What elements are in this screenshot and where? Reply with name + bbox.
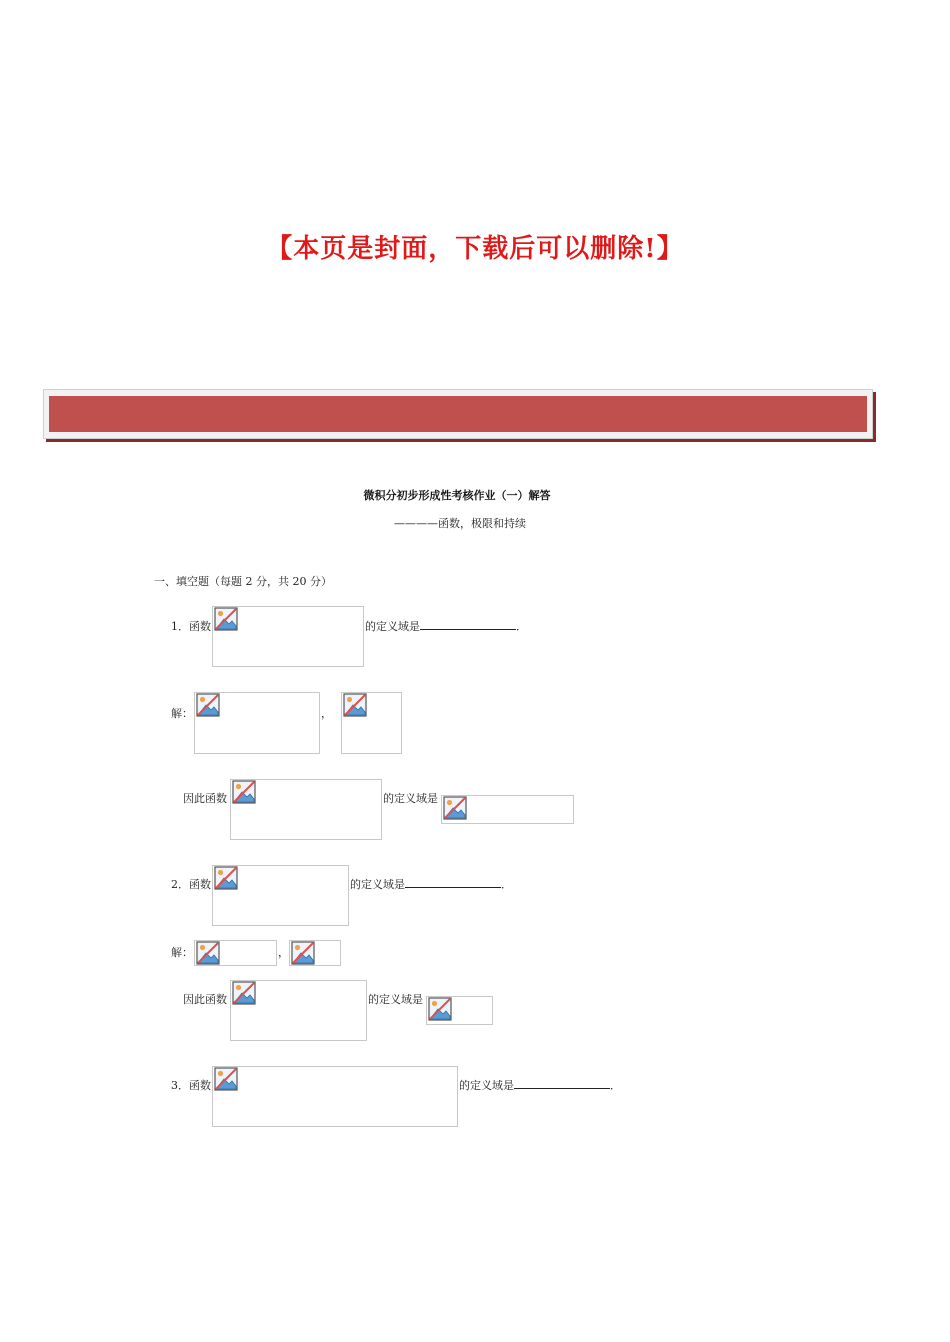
question-1-answer-blank xyxy=(420,619,516,630)
question-3-prefix: 函数 xyxy=(189,1079,211,1092)
q2-therefore-suffix: 的定义域是 xyxy=(368,993,423,1006)
q1-solution-formula-1 xyxy=(194,692,320,754)
q1-solution-formula-2 xyxy=(341,692,402,754)
question-1-formula-image xyxy=(212,606,364,667)
header-banner-fill xyxy=(49,396,867,432)
question-1-label xyxy=(171,618,211,634)
q1-solution-label: 解： xyxy=(171,707,193,720)
q1-therefore-suffix: 的定义域是 xyxy=(383,792,438,805)
q2-solution-comma: ， xyxy=(278,946,289,959)
q2-solution-label: 解： xyxy=(171,946,193,959)
question-2-number: 2． xyxy=(171,878,189,891)
question-3-suffix: 的定义域是 xyxy=(459,1079,514,1092)
question-2-prefix: 函数 xyxy=(189,878,211,891)
question-3-answer-blank xyxy=(514,1078,610,1089)
question-3-label xyxy=(171,1077,211,1093)
question-1-end: ． xyxy=(516,620,527,633)
cover-note: 【本页是封面，下载后可以删除!】 xyxy=(266,234,684,264)
question-2-suffix: 的定义域是 xyxy=(350,878,405,891)
question-1-prefix: 函数 xyxy=(189,620,211,633)
question-2-formula-image xyxy=(212,865,349,926)
question-1-suffix-line xyxy=(365,618,527,634)
question-2-label xyxy=(171,876,211,892)
question-2-end: ． xyxy=(501,878,512,891)
q2-domain-answer-image xyxy=(426,996,493,1025)
question-2-suffix-line xyxy=(350,876,512,892)
question-2-answer-blank xyxy=(405,877,501,888)
header-banner xyxy=(43,389,873,439)
question-1-number: 1． xyxy=(171,620,189,633)
q1-solution-comma: ， xyxy=(321,707,332,720)
q2-therefore-prefix: 因此函数 xyxy=(183,993,227,1006)
q2-solution-formula-2 xyxy=(289,940,341,966)
question-3-end: ． xyxy=(610,1079,621,1092)
question-1-suffix: 的定义域是 xyxy=(365,620,420,633)
section-heading-fill-blank: 一、填空题（每题 2 分，共 20 分） xyxy=(154,575,332,588)
question-3-suffix-line xyxy=(459,1077,621,1093)
q1-therefore-function-image xyxy=(230,779,382,840)
q2-therefore-function-image xyxy=(230,980,367,1041)
q2-solution-formula-1 xyxy=(194,940,277,966)
question-3-formula-image xyxy=(212,1066,458,1127)
q1-domain-answer-image xyxy=(441,795,574,824)
document-subtitle: ————函数，极限和持续 xyxy=(394,517,526,530)
document-title: 微积分初步形成性考核作业（一）解答 xyxy=(363,489,551,502)
q1-therefore-prefix: 因此函数 xyxy=(183,792,227,805)
question-3-number: 3． xyxy=(171,1079,189,1092)
